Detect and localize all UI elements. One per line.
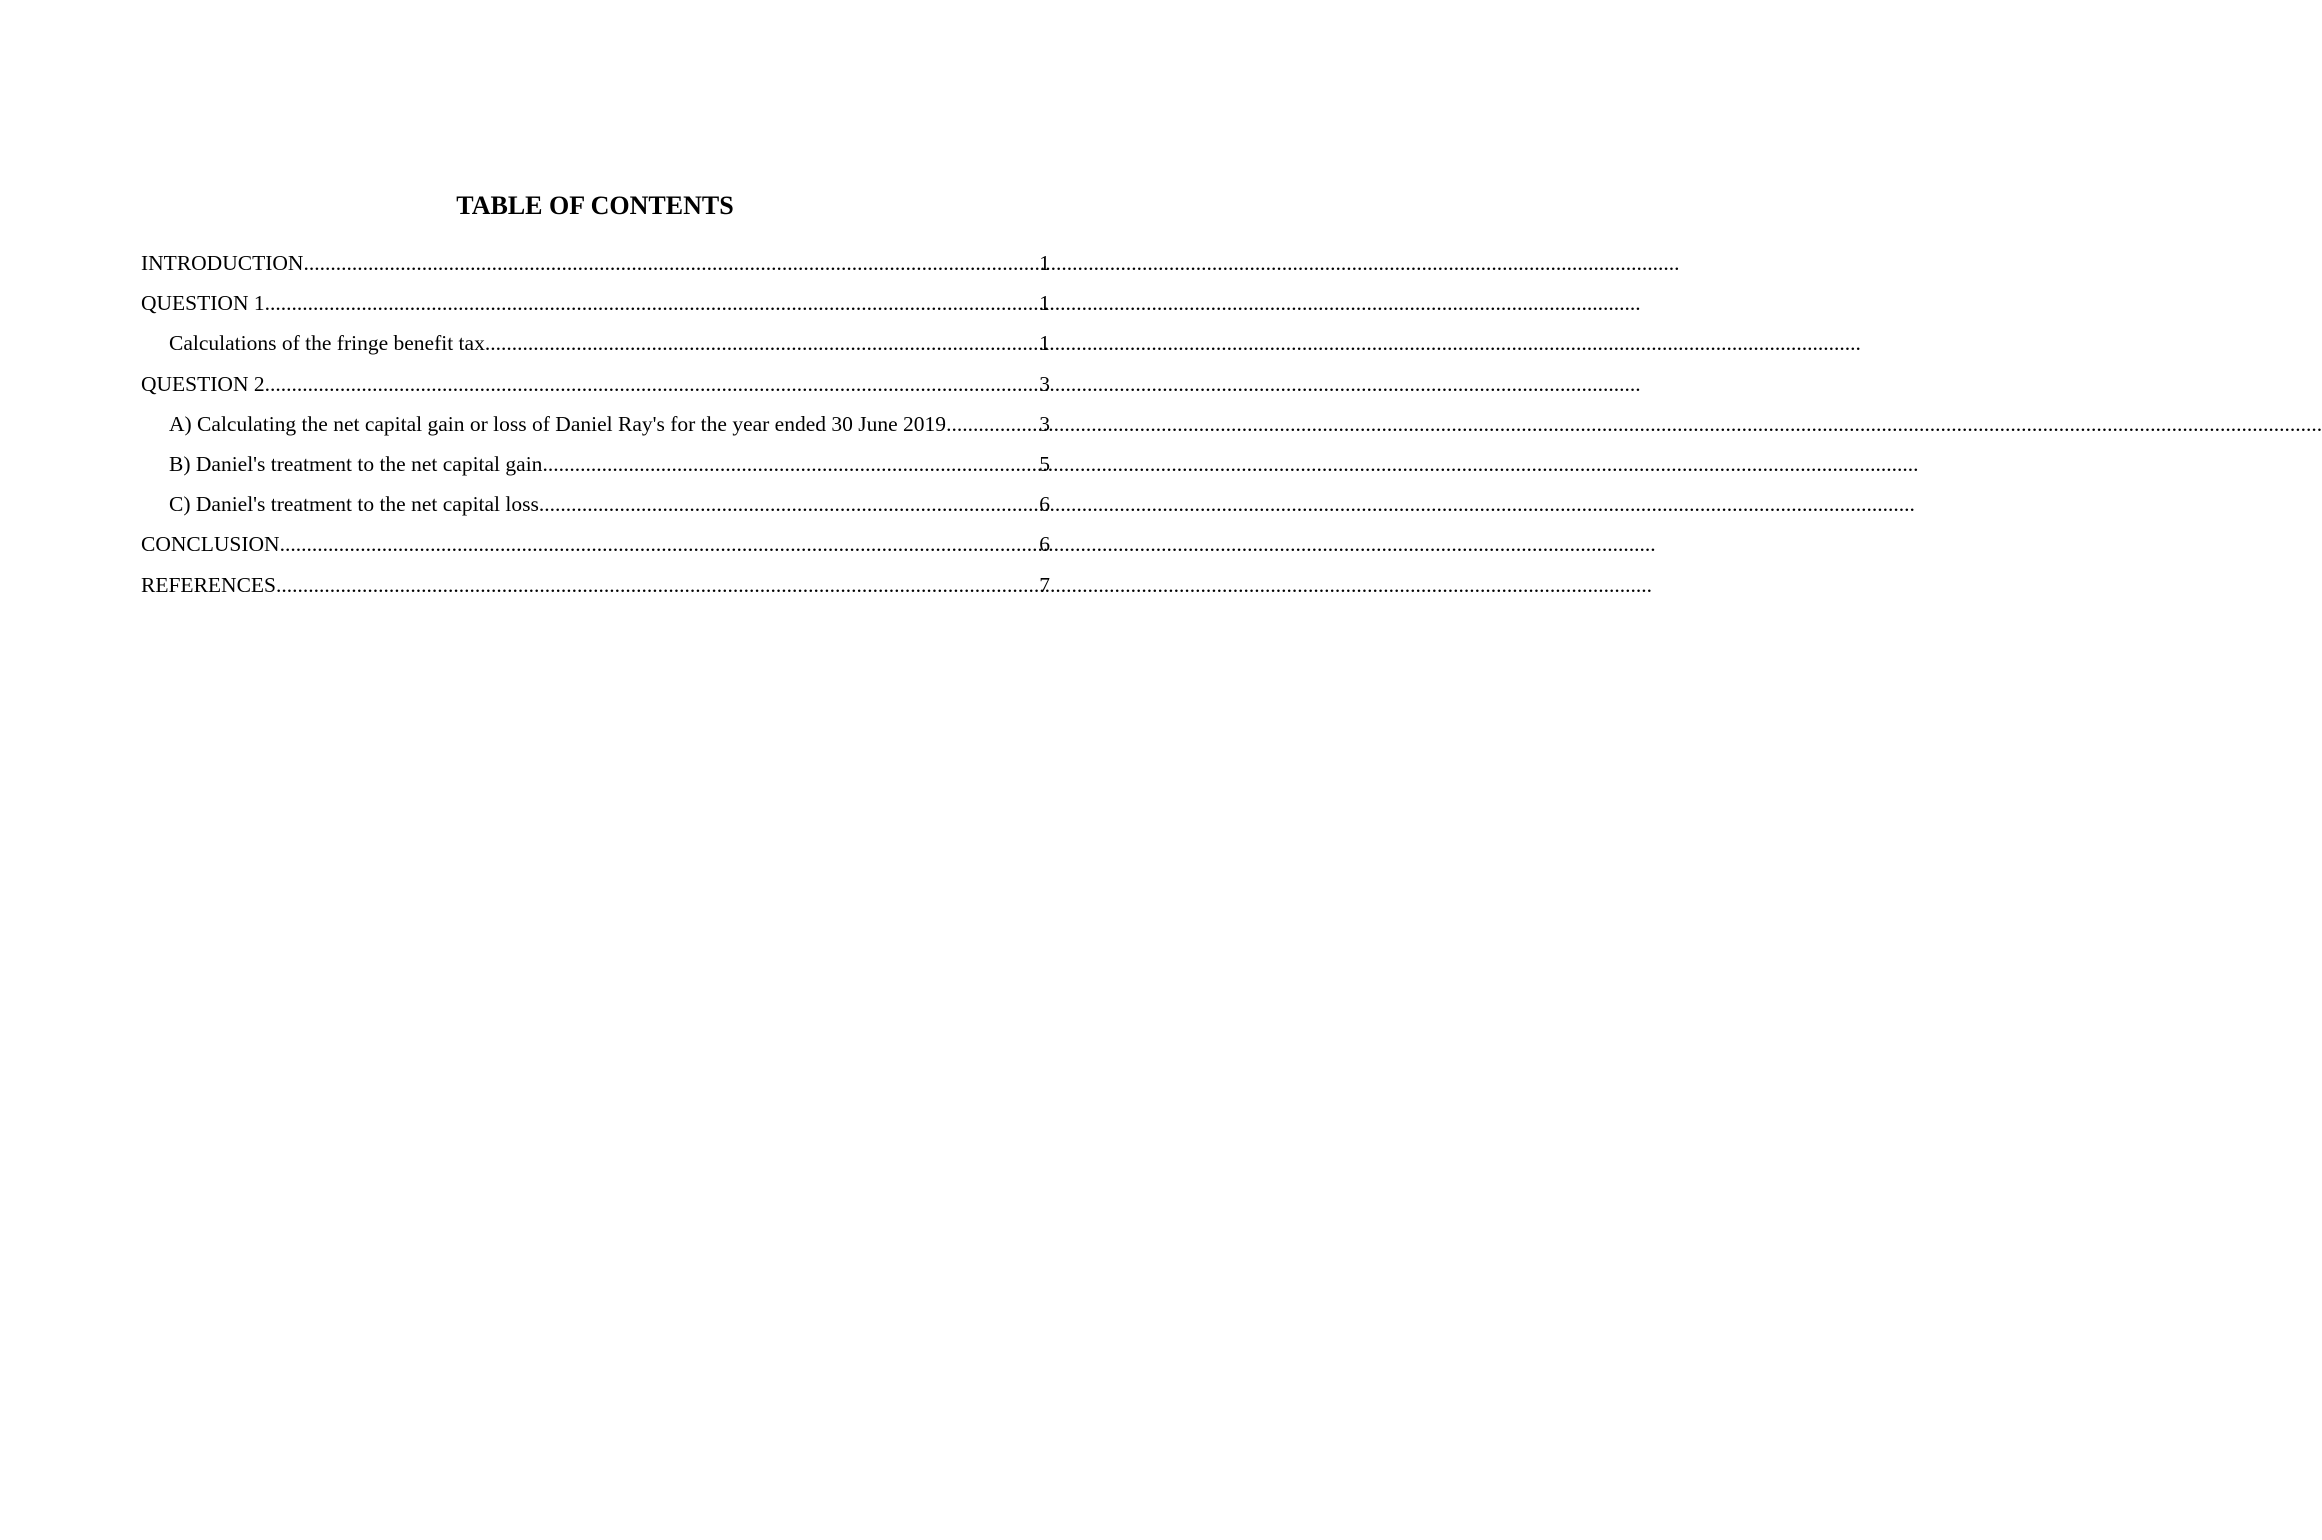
toc-entry-label: QUESTION 1 (141, 291, 265, 316)
toc-dot-leader (485, 328, 1039, 358)
toc-page-number: 3 (1039, 371, 1050, 396)
toc-entry-label: C) Daniel's treatment to the net capital loss (169, 492, 539, 517)
toc-list (141, 248, 1050, 610)
toc-dot-leader (280, 529, 1040, 559)
toc-page-number: 1 (1039, 251, 1050, 275)
toc-dot-leader (303, 248, 1039, 278)
toc-entry-label: CONCLUSION (141, 532, 280, 557)
toc-page-number: 7 (1039, 572, 1050, 597)
toc-page-number: 6 (1039, 492, 1050, 517)
toc-page-number: 5 (1039, 451, 1050, 476)
toc-page-number: 1 (1039, 331, 1050, 356)
toc-entry-label: B) Daniel's treatment to the net capital gain (169, 451, 543, 476)
toc-entry-net-capital-gain-or-loss[interactable] (141, 409, 1050, 449)
toc-dot-leader (276, 570, 1039, 600)
toc-entry-net-capital-loss-treatment[interactable] (141, 489, 1050, 529)
toc-dot-leader (946, 409, 1039, 439)
toc-entry-question-1[interactable] (141, 288, 1050, 328)
toc-dot-leader (542, 449, 1039, 479)
toc-dot-leader (539, 489, 1039, 519)
toc-entry-question-2[interactable] (141, 369, 1050, 409)
toc-page-number: 1 (1039, 291, 1050, 316)
toc-entry-introduction[interactable] (141, 248, 1050, 288)
toc-dot-leader (265, 288, 1040, 318)
toc-entry-conclusion[interactable] (141, 529, 1050, 569)
toc-entry-label: QUESTION 2 (141, 371, 265, 396)
toc-entry-label: REFERENCES (141, 572, 276, 597)
toc-entry-references[interactable] (141, 570, 1050, 610)
page-title: TABLE OF CONTENTS (456, 191, 734, 220)
toc-dot-leader (265, 369, 1040, 399)
toc-entry-fringe-benefit-tax[interactable] (141, 328, 1050, 368)
toc-entry-label: A) Calculating the net capital gain or loss of Daniel Ray's for the year ended 30 June 2019 (169, 411, 947, 436)
toc-entry-net-capital-gain-treatment[interactable] (141, 449, 1050, 489)
toc-page-number: 3 (1039, 411, 1050, 436)
toc-page-number: 6 (1039, 532, 1050, 557)
toc-entry-label: INTRODUCTION (141, 251, 304, 275)
toc-entry-label: Calculations of the fringe benefit tax (169, 331, 485, 356)
